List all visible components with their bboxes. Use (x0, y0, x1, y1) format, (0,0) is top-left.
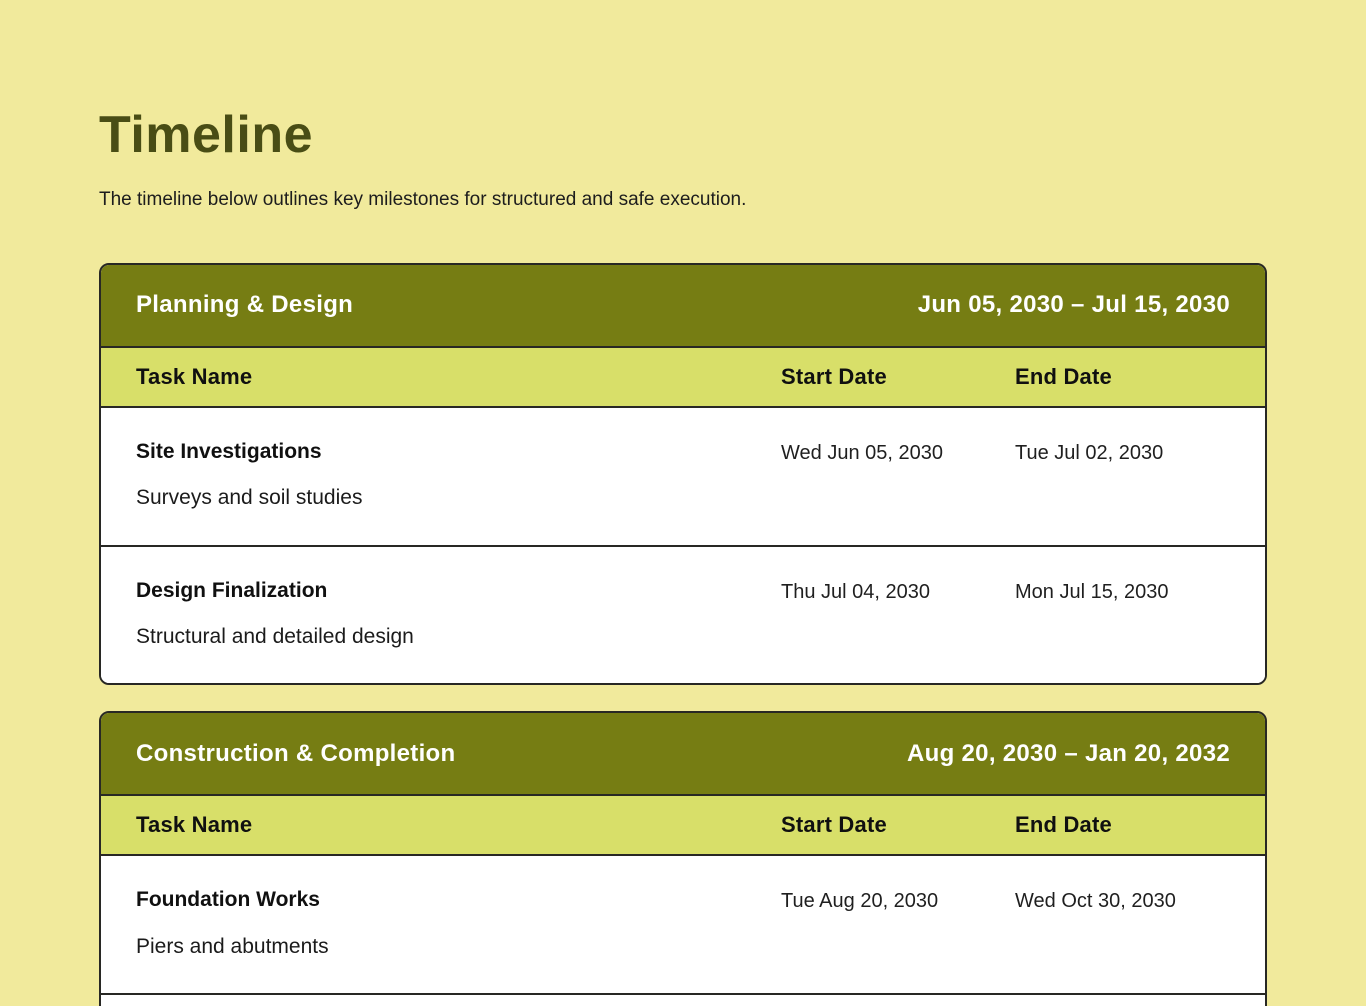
task-description: Structural and detailed design (136, 624, 414, 648)
column-task-name: Task Name (136, 812, 253, 838)
task-cell (136, 577, 781, 651)
task-rows (101, 856, 1265, 1006)
task-cell (136, 886, 781, 960)
task-end-date: Wed Oct 30, 2030 (1015, 890, 1176, 913)
column-task-name: Task Name (136, 363, 253, 389)
phase-card (99, 711, 1267, 1006)
task-row (101, 545, 1265, 684)
task-start-date: Tue Aug 20, 2030 (781, 890, 939, 913)
task-start-date: Wed Jun 05, 2030 (781, 441, 943, 464)
phase-date-range: Jun 05, 2030 – Jul 15, 2030 (917, 291, 1230, 319)
phase-header (101, 713, 1265, 796)
task-rows (101, 408, 1265, 683)
page-title: Timeline (99, 106, 314, 164)
column-end-date: End Date (1015, 812, 1112, 838)
phase-title: Construction & Completion (136, 739, 456, 767)
task-end-date: Tue Jul 02, 2030 (1015, 441, 1164, 464)
task-description: Surveys and soil studies (136, 486, 363, 510)
task-start-date: Thu Jul 04, 2030 (781, 580, 930, 603)
timeline-page (99, 104, 1267, 1006)
phase-title: Planning & Design (136, 291, 354, 319)
task-description: Piers and abutments (136, 934, 329, 958)
phase-date-range: Aug 20, 2030 – Jan 20, 2032 (907, 739, 1230, 767)
task-cell (136, 438, 781, 512)
column-start-date: Start Date (781, 812, 887, 838)
column-start-date: Start Date (781, 363, 887, 389)
sections-root (99, 263, 1267, 1006)
task-row (101, 856, 1265, 993)
task-name: Design Finalization (136, 578, 328, 602)
task-row (101, 408, 1265, 545)
page-subtitle: The timeline below outlines key milestones for structured and safe execution. (99, 189, 747, 211)
column-end-date: End Date (1015, 363, 1112, 389)
task-table-header (101, 348, 1265, 408)
partial-next-row (101, 993, 1265, 1006)
phase-card (99, 263, 1267, 685)
phase-header (101, 265, 1265, 348)
task-table-header (101, 796, 1265, 856)
task-name: Foundation Works (136, 888, 320, 912)
task-name: Site Investigations (136, 439, 322, 463)
task-end-date: Mon Jul 15, 2030 (1015, 580, 1169, 603)
